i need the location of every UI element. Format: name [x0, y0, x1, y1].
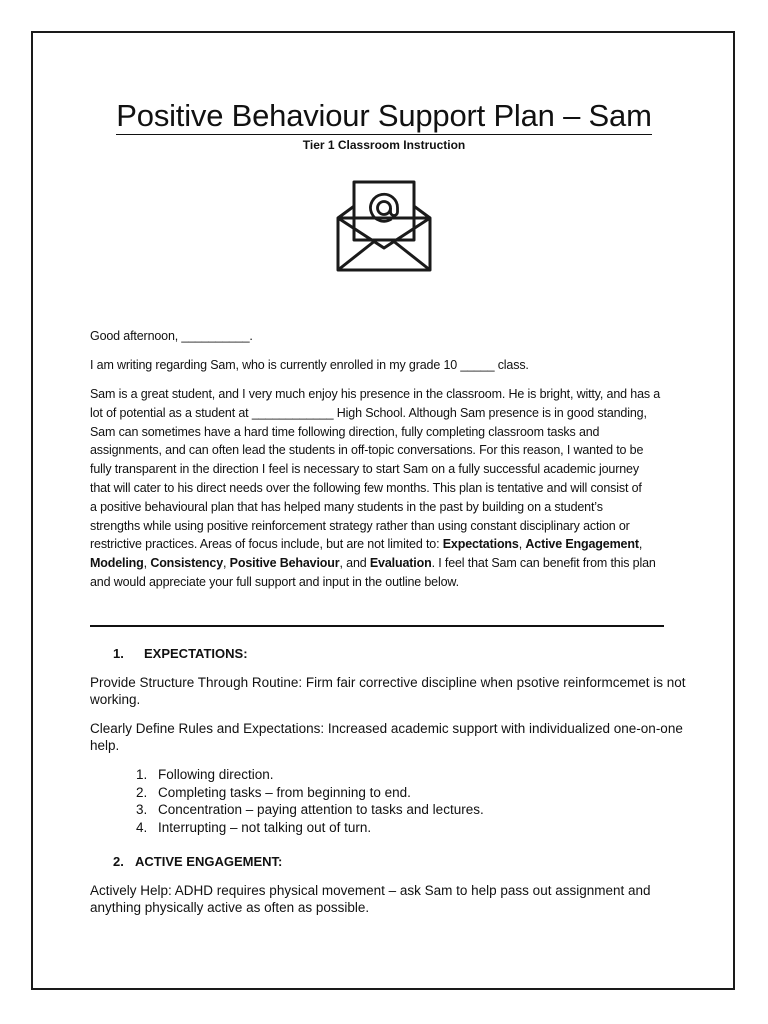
focus-consistency: Consistency [150, 556, 223, 571]
page-subtitle: Tier 1 Classroom Instruction [302, 138, 466, 152]
page-title: Positive Behaviour Support Plan – Sam [116, 98, 652, 133]
body-paragraph: Sam is a great student, and I very much enjoy his presence in the classroom. He is bright, witty, and has a lot of potential as a student at ____________ High School. Although Sam presence is in good standing, Sam can sometimes have a hard time following direction, fully completing classroom tasks and assignments, and can often lead the students in off-topic conversations. For this reason, I wanted to be fully transparent in the direction I feel is necessary to start Sam on a fully successful academic journey that will cater to his direct needs over the following few months. This plan is tentative and will consist of a positive behavioural plan that has helped many students in the past by building on a student’s strengths while using positive reinforcement strategy rather than using constant disciplinary action or restrictive practices. Areas of focus include, but are not limited to: Expectations, Active Engagement, Modeling, Consistency, Positive Behaviour, and Evaluation. I feel that Sam can benefit from this plan and would appreciate your full support and input in the outline below. [90, 387, 661, 589]
envelope-at-icon [334, 178, 434, 274]
focus-expectations: Expectations [442, 537, 519, 552]
focus-positive-behaviour: Positive Behaviour [229, 556, 340, 571]
section2-heading: 2. ACTIVE ENGAGEMENT: [113, 854, 283, 869]
section1-heading: 1. EXPECTATIONS: [113, 646, 248, 661]
list-item: 1. Following direction. [136, 767, 274, 782]
expectations-list [136, 766, 484, 837]
section1-para1: Provide Structure Through Routine: Firm fair corrective discipline when psotive reinformcemet is not working. [90, 675, 686, 707]
section-divider [90, 625, 664, 627]
greeting: Good afternoon, __________. [90, 329, 253, 343]
focus-evaluation: Evaluation [369, 556, 432, 571]
list-item: 3. Concentration – paying attention to tasks and lectures. [136, 802, 484, 818]
focus-active-engagement: Active Engagement [525, 537, 639, 552]
section2-para1: Actively Help: ADHD requires physical movement – ask Sam to help pass out assignment and anything physically active as often as possible. [90, 883, 651, 915]
list-item: 2. Completing tasks – from beginning to end. [136, 784, 411, 800]
list-item: 4. Interrupting – not talking out of turn. [136, 820, 372, 836]
focus-modeling: Modeling [90, 556, 144, 571]
section1-para2: Clearly Define Rules and Expectations: Increased academic support with individualized one-on-one help. [90, 721, 683, 753]
intro-paragraph: I am writing regarding Sam, who is currently enrolled in my grade 10 _____ class. [90, 358, 529, 372]
